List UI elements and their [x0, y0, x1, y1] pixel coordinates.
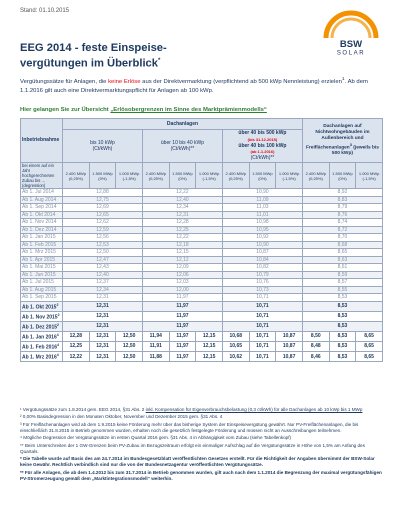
table-row: [21, 279, 383, 287]
table-row: [21, 301, 383, 311]
table-row: [21, 204, 383, 212]
row-date: Ab 1. Jun 2015: [21, 271, 63, 279]
tariff-cell: 12,31: [63, 321, 143, 331]
footnote: ** Für alle Anlagen, die ab dem 1.4.2012 bis zum 31.7.2014 in Betrieb genommen wurden, gilt auch nach dem 1.1.2014 die Begrenzung der maximal vergütungsfähigen PV-Stromerzeugung gemäß dem „Marktintegrationsmodell“ weiterhin.: [20, 469, 382, 481]
tariff-cell: 12,25: [142, 226, 222, 234]
tariff-cell: 11,03: [222, 204, 302, 212]
zubau-threshold: 2.400 MWp (0,25%): [142, 163, 169, 189]
zubau-threshold: 1.500 MWp (0%): [329, 163, 356, 189]
tariff-cell: 10,71: [222, 294, 302, 302]
tariff-cell: 8,63: [302, 256, 382, 264]
page-title: EEG 2014 - feste Einspeise- vergütungen im Überblick*: [20, 42, 167, 70]
tariff-cell: 12,40: [63, 271, 143, 279]
tariff-cell: 12,69: [63, 204, 143, 212]
tariff-cell: 11,94: [142, 331, 169, 341]
tariff-cell: 10,87: [276, 342, 303, 352]
table-row: [21, 342, 383, 352]
tariff-cell: 11,97: [169, 352, 196, 362]
tariff-cell: 12,31: [89, 331, 116, 341]
footnotes: [20, 407, 382, 483]
tariff-cell: 10,87: [222, 249, 302, 257]
tariff-cell: 12,31: [63, 311, 143, 321]
stand-date: Stand: 01.10.2015: [20, 8, 70, 14]
tariff-cell: 10,71: [222, 311, 302, 321]
tariff-cell: 12,31: [89, 352, 116, 362]
tariff-cell: 10,95: [222, 226, 302, 234]
row-date: Ab 1. Jul 2015: [21, 279, 63, 287]
tariff-cell: 10,87: [276, 331, 303, 341]
tariff-cell: 8,72: [302, 226, 382, 234]
tariff-cell: 10,82: [222, 264, 302, 272]
row-date: Ab 1. Dez 2015$^2$: [21, 321, 63, 331]
zubau-threshold: 2.400 MWp (0,25%): [222, 163, 249, 189]
tariff-cell: 8,55: [302, 286, 382, 294]
tariff-cell: 12,28: [63, 331, 90, 341]
zubau-threshold: 1.000 MWp (-1,5%): [356, 163, 383, 189]
tariff-cell: 11,97: [142, 311, 222, 321]
tariff-cell: 12,00: [142, 286, 222, 294]
bsw-solar-logo: [318, 4, 384, 56]
tariff-cell: 12,50: [63, 249, 143, 257]
footnote: ¹ Vergütungssätze zum 1.8.2014 gem. EEG 2014, §31 Abs. 2 inkl. Kompensation für Eigenverbrauchsbelastung (0,3 ct/kWh) für alle Dachanlagen ab 10 kWp bis 1 MWp: [20, 407, 363, 412]
tariff-cell: 12,09: [142, 264, 222, 272]
tariff-cell: 12,65: [63, 211, 143, 219]
row-date: Ab 1. Jan 2016$^4$: [21, 331, 63, 341]
tariff-cell: 8,53: [329, 352, 356, 362]
tariff-cell: 10,71: [222, 321, 302, 331]
tariff-cell: 12,34: [63, 286, 143, 294]
tariff-cell: 11,88: [142, 352, 169, 362]
zubau-threshold: 1.000 MWp (-1,5%): [116, 163, 143, 189]
tariff-cell: 12,31: [89, 342, 116, 352]
zubau-threshold: 1.500 MWp (0%): [169, 163, 196, 189]
header-inbetrieb: Inbetriebnahme: [21, 119, 63, 163]
tariff-cell: 12,22: [142, 234, 222, 242]
overview-link[interactable]: Hier gelangen Sie zur Übersicht „Erlösobergrenzen im Sinne des Marktprämienmodells“: [20, 107, 267, 113]
tariff-cell: 12,59: [63, 226, 143, 234]
tariff-cell: 12,06: [142, 271, 222, 279]
tariff-cell: 11,97: [142, 321, 222, 331]
table-row: [21, 189, 383, 197]
tariff-cell: 8,53: [302, 311, 382, 321]
row-date: Ab 1. Mrz 2016$^4$: [21, 352, 63, 362]
tariff-cell: 11,97: [142, 301, 222, 311]
row-date: Ab 1. Dez 2014: [21, 226, 63, 234]
tariff-cell: 11,01: [222, 211, 302, 219]
tariff-table: [20, 118, 383, 362]
tariff-cell: 10,71: [249, 342, 276, 352]
tariff-cell: 12,22: [142, 189, 222, 197]
tariff-cell: 8,53: [302, 301, 382, 311]
row-date: Ab 1. Jan 2015: [21, 234, 63, 242]
table-row: [21, 294, 383, 302]
header-nicht-wohn: Dachanlagen auf Nichtwohngebäuden im Außenbereich und Freiflächenanlagen$^3$ (jeweils bis 500 kWp): [302, 119, 382, 163]
tariff-cell: 12,15: [196, 352, 223, 362]
header-ueber40: über 40 bis 500 kWp (bis 31.12.2015) über 40 bis 100 kWp (ab 1.1.2016) (Ct/kWh)**: [222, 130, 302, 163]
tariff-cell: 12,50: [116, 352, 143, 362]
tariff-cell: 12,47: [63, 256, 143, 264]
tariff-cell: 8,65: [302, 249, 382, 257]
tariff-cell: 12,15: [142, 249, 222, 257]
zubau-threshold: 2.400 MWp (0,25%): [302, 163, 329, 189]
tariff-cell: 12,43: [63, 264, 143, 272]
table-row: [21, 249, 383, 257]
zubau-threshold: 1.000 MWp (-1,5%): [276, 163, 303, 189]
tariff-cell: 10,62: [222, 352, 249, 362]
footnote: ³ Für Freiflächenanlagen wird ab dem 1.9.2015 keine Förderung mehr über das bisherige System der Einspeisevergütung gewährt. Nur PV-Freiflächenanlagen, die bis einschließlich 31.8.2015 in Betrieb genommen wurden, erhalten noch die gesetzlich festgelegte Förderung und müssen nicht an Ausschreibungen teilnehmen.: [20, 421, 359, 433]
tariff-cell: 12,31: [63, 294, 143, 302]
tariff-cell: 8,65: [356, 342, 383, 352]
tariff-cell: 8,79: [302, 204, 382, 212]
table-row: [21, 256, 383, 264]
row-date: Ab 1. Sep 2014: [21, 204, 63, 212]
tariff-cell: 8,46: [302, 352, 329, 362]
tariff-cell: 10,87: [276, 352, 303, 362]
row-date: Ab 1. Mrz 2015: [21, 249, 63, 257]
row-date: Ab 1. Okt 2014: [21, 211, 63, 219]
tariff-cell: 8,68: [302, 241, 382, 249]
tariff-cell: 8,70: [302, 234, 382, 242]
table-row: [21, 321, 383, 331]
row-date: Ab 1. Feb 2016$^4$: [21, 342, 63, 352]
tariff-cell: 10,79: [222, 271, 302, 279]
tariff-cell: 8,76: [302, 211, 382, 219]
footnote: ** Beim Unterschreiten der 1 GW-Grenzen beim PV-Zubau im Bezugszeitraum erfolgt ein einmaliger Aufschlag auf die Vergütungssätze in Höhe von 1,5% am Anfang des Quartals.: [20, 442, 365, 454]
table-row: [21, 264, 383, 272]
tariff-cell: 8,92: [302, 189, 382, 197]
tariff-cell: 8,53: [302, 294, 382, 302]
svg-text:SOLAR: SOLAR: [336, 50, 366, 56]
tariff-cell: 12,75: [63, 196, 143, 204]
tariff-cell: 8,53: [302, 321, 382, 331]
row-date: Ab 1. Nov 2014: [21, 219, 63, 227]
tariff-cell: 8,65: [356, 352, 383, 362]
header-ueber10: über 10 bis 40 kWp (Ct/kWh)**: [142, 130, 222, 163]
tariff-cell: 12,62: [63, 219, 143, 227]
zubau-threshold: 1.500 MWp (0%): [249, 163, 276, 189]
tariff-cell: 10,68: [222, 331, 249, 341]
tariff-cell: 12,88: [63, 189, 143, 197]
tariff-cell: 8,50: [302, 331, 329, 341]
table-row: [21, 331, 383, 341]
tariff-cell: 12,40: [142, 196, 222, 204]
tariff-cell: 10,98: [222, 219, 302, 227]
tariff-cell: 11,09: [222, 196, 302, 204]
tariff-cell: 12,03: [142, 279, 222, 287]
tariff-cell: 12,50: [116, 342, 143, 352]
tariff-cell: 12,22: [63, 352, 90, 362]
tariff-cell: 11,91: [142, 342, 169, 352]
tariff-cell: 12,25: [63, 342, 90, 352]
tariff-cell: 8,48: [302, 342, 329, 352]
tariff-cell: 10,90: [222, 241, 302, 249]
table-row: [21, 234, 383, 242]
svg-text:BSW: BSW: [339, 39, 363, 50]
zubau-label: bei einem auf ein Jahr hochgerechneten Zubau bis ... (degression): [21, 163, 63, 189]
tariff-cell: 12,34: [142, 204, 222, 212]
table-row: [21, 311, 383, 321]
table-row: [21, 271, 383, 279]
table-row: [21, 286, 383, 294]
tariff-cell: 10,71: [222, 301, 302, 311]
header-bis10: bis 10 kWp (Ct/kWh): [63, 130, 143, 163]
tariff-cell: 10,65: [222, 342, 249, 352]
row-date: Ab 1. Jul 2014: [21, 189, 63, 197]
footnote: * Die Tabelle wurde auf Basis des am 24.7.2014 im Bundesgesetzblatt veröffentlichten Gesetzes erstellt. Für die Richtigkeit der Angaben übernimmt der BSW-Solar keine Gewähr. Rechtlich verbindlich sind nur die von der Bundesnetzagentur veröffentlichten Vergütungssätze.: [20, 456, 375, 468]
row-date: Ab 1. Feb 2015: [21, 241, 63, 249]
header-dachanlagen: Dachanlagen: [63, 119, 303, 130]
tariff-cell: 12,15: [196, 331, 223, 341]
table-row: [21, 241, 383, 249]
tariff-cell: 8,61: [302, 264, 382, 272]
table-row: [21, 352, 383, 362]
tariff-cell: 12,37: [63, 279, 143, 287]
tariff-cell: 12,50: [116, 331, 143, 341]
footnote: ² 0,00% Basisdegression in den Monaten Oktober, November und Dezember 2015 gem. §31 Abs. 4: [20, 414, 223, 420]
tariff-cell: 12,15: [196, 342, 223, 352]
row-date: Ab 1. Apr 2015: [21, 256, 63, 264]
zubau-threshold: 2.400 MWp (0,25%): [63, 163, 90, 189]
row-date: Ab 1. Sep 2015: [21, 294, 63, 302]
zubau-threshold: 1.000 MWp (-1,5%): [196, 163, 223, 189]
row-date: Ab 1. Nov 2015$^2$: [21, 311, 63, 321]
footnote: ⁴ Mögliche Degression der Vergütungssätze im ersten Quartal 2016 gem. §31 Abs. 4 in Abhängigkeit vom Zubau (siehe Tabellenkopf): [20, 435, 292, 441]
tariff-cell: 8,83: [302, 196, 382, 204]
tariff-cell: 8,53: [329, 331, 356, 341]
row-date: Ab 1. Okt 2015$^2$: [21, 301, 63, 311]
table-row: [21, 196, 383, 204]
tariff-cell: 12,53: [63, 241, 143, 249]
tariff-cell: 11,97: [169, 331, 196, 341]
tariff-cell: 8,65: [356, 331, 383, 341]
tariff-cell: 12,31: [142, 211, 222, 219]
intro-text: Vergütungssätze für Anlagen, die keine Erlöse aus der Direktvermarktung (verpflichtend ab 500 kWp Nennleistung) erzielen$^1$. Ab dem 1.1.2016 gilt auch eine Direktvermarktungspflicht für Anlagen ab 100 kWp.: [20, 77, 368, 95]
tariff-cell: 8,74: [302, 219, 382, 227]
tariff-cell: 11,97: [142, 294, 222, 302]
tariff-cell: 12,56: [63, 234, 143, 242]
tariff-cell: 12,31: [63, 301, 143, 311]
table-row: [21, 219, 383, 227]
tariff-cell: 10,73: [222, 286, 302, 294]
zubau-threshold: 1.500 MWp (0%): [89, 163, 116, 189]
row-date: Ab 1. Mai 2015: [21, 264, 63, 272]
tariff-cell: 10,90: [222, 189, 302, 197]
tariff-cell: 10,71: [249, 352, 276, 362]
tariff-cell: 12,12: [142, 256, 222, 264]
tariff-cell: 10,76: [222, 279, 302, 287]
table-row: [21, 226, 383, 234]
table-row: [21, 211, 383, 219]
tariff-cell: 8,57: [302, 279, 382, 287]
tariff-cell: 10,84: [222, 256, 302, 264]
row-date: Ab 1. Aug 2015: [21, 286, 63, 294]
row-date: Ab 1. Aug 2014: [21, 196, 63, 204]
tariff-cell: 12,28: [142, 219, 222, 227]
tariff-cell: 12,18: [142, 241, 222, 249]
tariff-cell: 8,59: [302, 271, 382, 279]
tariff-cell: 8,53: [329, 342, 356, 352]
tariff-cell: 11,97: [169, 342, 196, 352]
tariff-cell: 10,71: [249, 331, 276, 341]
tariff-cell: 10,92: [222, 234, 302, 242]
